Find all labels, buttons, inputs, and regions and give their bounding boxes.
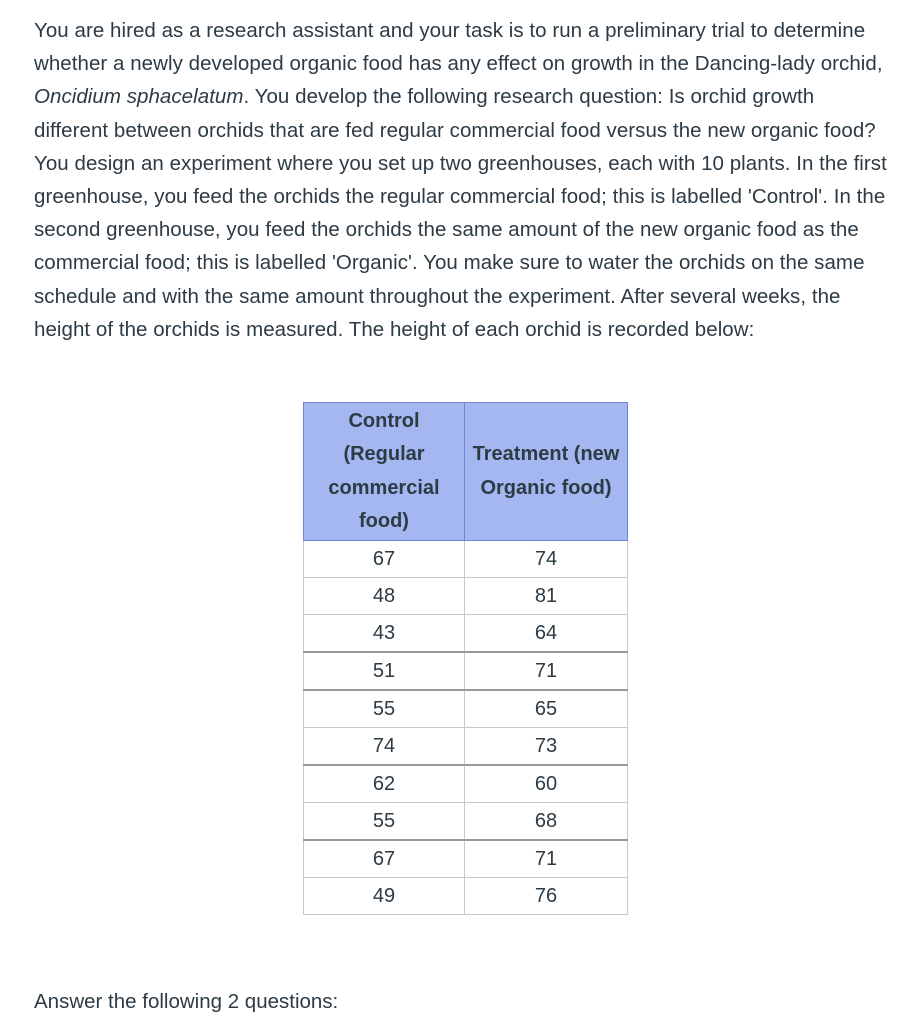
treatment-cell: 64 <box>465 615 628 653</box>
treatment-cell: 74 <box>465 541 628 578</box>
control-cell: 67 <box>304 840 465 878</box>
species-name: Oncidium sphacelatum <box>34 85 244 109</box>
table-row <box>304 690 628 728</box>
table-row <box>304 728 628 766</box>
treatment-cell: 73 <box>465 728 628 766</box>
table-row <box>304 878 628 915</box>
control-column-header: Control (Regular commercial food) <box>304 403 465 541</box>
intro-text-end: . You develop the following research question: Is orchid growth different between orchids that are fed regular commercial food versus the new organic food? You design an experiment where you set up two greenhouses, each with 10 plants. In the first greenhouse, you feed the orchids the regular commercial food; this is labelled 'Control'. In the second greenhouse, you feed the orchids the same amount of the new organic food as the commercial food; this is labelled 'Organic'. You make sure to water the orchids on the same schedule and with the same amount throughout the experiment. After several weeks, the height of the orchids is measured. The height of each orchid is recorded below: <box>34 85 887 341</box>
treatment-cell: 81 <box>465 578 628 615</box>
control-cell: 62 <box>304 765 465 803</box>
orchid-height-table <box>303 402 628 915</box>
control-cell: 48 <box>304 578 465 615</box>
table-row <box>304 541 628 578</box>
treatment-cell: 76 <box>465 878 628 915</box>
table-row <box>304 803 628 841</box>
control-cell: 55 <box>304 690 465 728</box>
control-cell: 55 <box>304 803 465 841</box>
treatment-cell: 68 <box>465 803 628 841</box>
treatment-column-header: Treatment (new Organic food) <box>465 403 628 541</box>
control-cell: 43 <box>304 615 465 653</box>
table-row <box>304 578 628 615</box>
intro-text-start: You are hired as a research assistant and your task is to run a preliminary trial to determine whether a newly developed organic food has any effect on growth in the Dancing-lady orchid, <box>34 19 883 76</box>
table-row <box>304 840 628 878</box>
intro-paragraph <box>34 14 894 346</box>
questions-prompt: Answer the following 2 questions: <box>34 990 339 1013</box>
table-row <box>304 615 628 653</box>
table-row <box>304 765 628 803</box>
control-cell: 49 <box>304 878 465 915</box>
table-header-row <box>304 403 628 541</box>
treatment-cell: 60 <box>465 765 628 803</box>
treatment-cell: 71 <box>465 840 628 878</box>
control-cell: 67 <box>304 541 465 578</box>
control-cell: 51 <box>304 652 465 690</box>
table-row <box>304 652 628 690</box>
control-cell: 74 <box>304 728 465 766</box>
treatment-cell: 71 <box>465 652 628 690</box>
table-body <box>304 541 628 915</box>
treatment-cell: 65 <box>465 690 628 728</box>
